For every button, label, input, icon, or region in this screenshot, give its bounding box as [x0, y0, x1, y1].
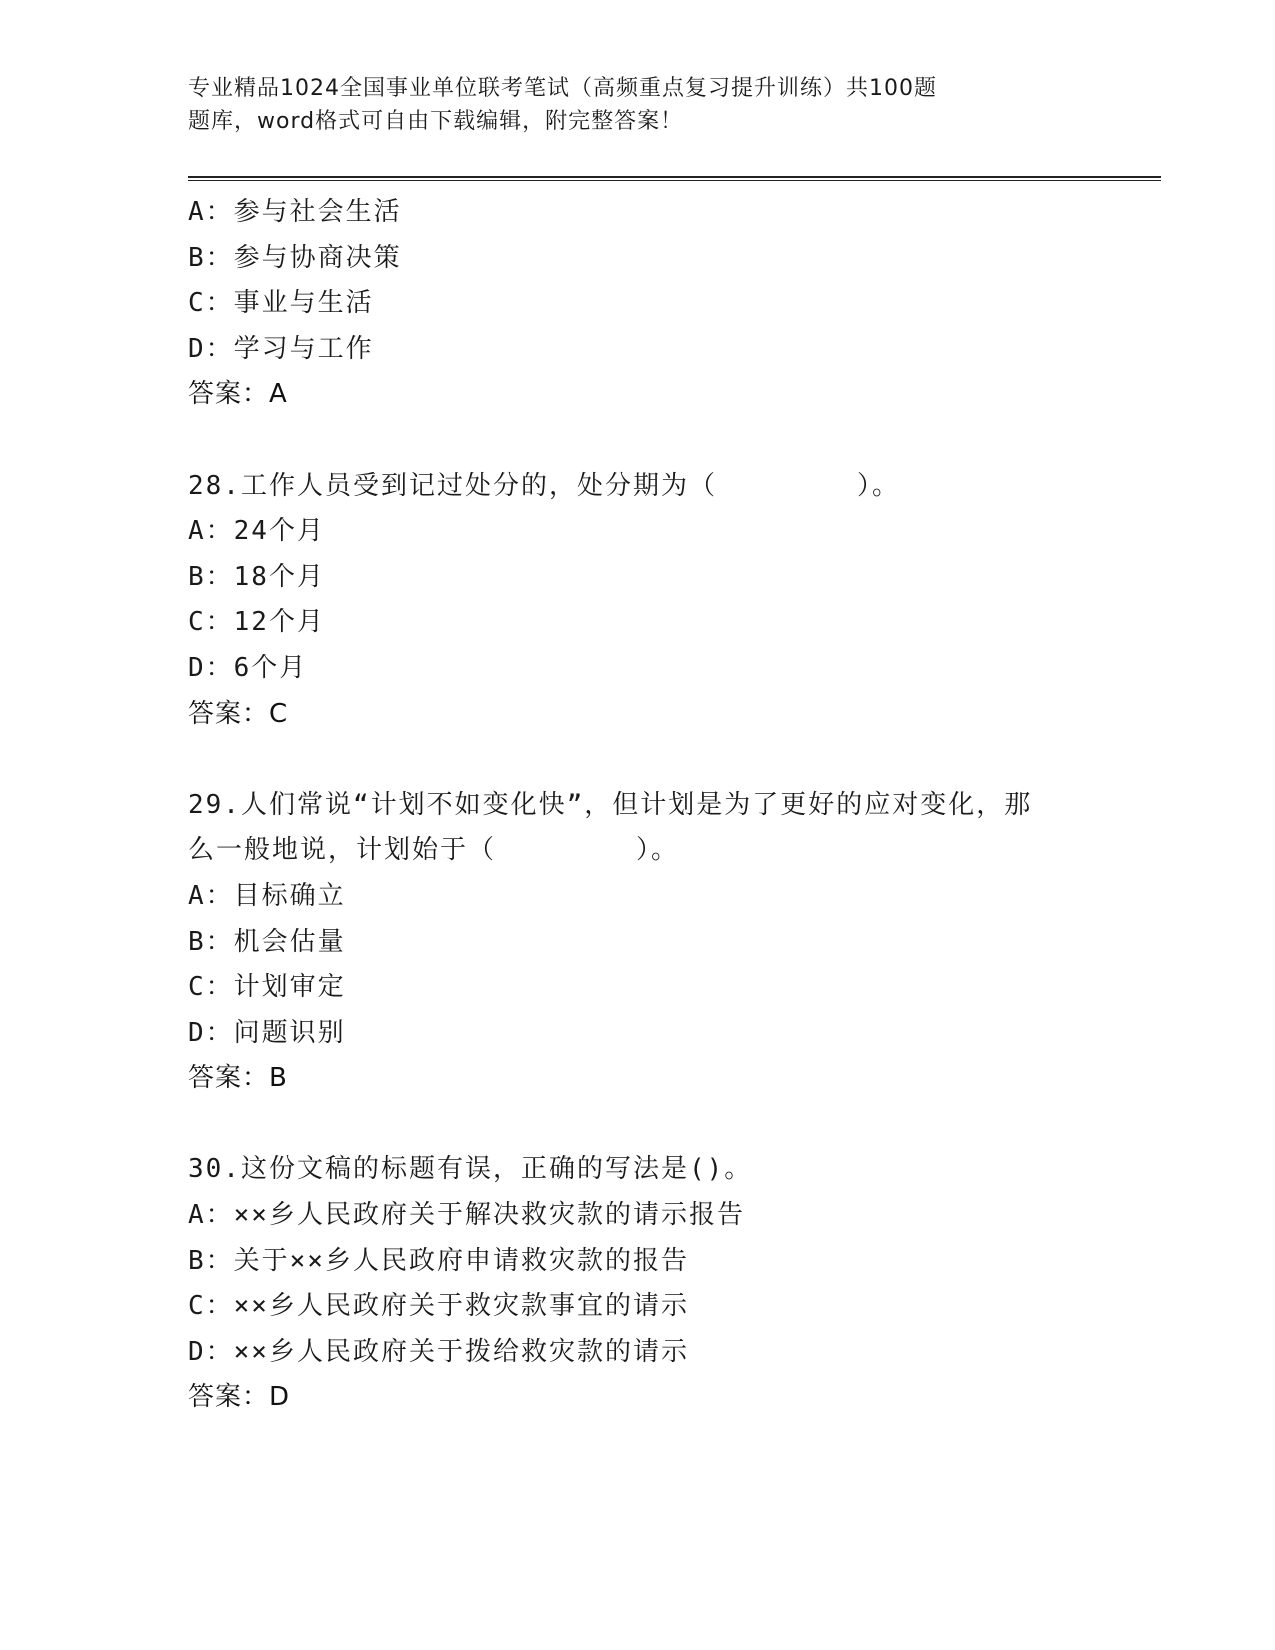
question-list — [188, 190, 1088, 1421]
option-c: C：计划审定 — [188, 972, 346, 1003]
document-header — [188, 72, 1048, 138]
option-d: D：××乡人民政府关于拨给救灾款的请示 — [188, 1336, 689, 1367]
question-stem: 30.这份文稿的标题有误，正确的写法是()。 — [188, 1154, 753, 1185]
option-b: B：关于××乡人民政府申请救灾款的报告 — [188, 1245, 689, 1276]
option-c: C：事业与生活 — [188, 288, 374, 319]
spacer — [188, 737, 1088, 783]
answer-line: 答案：B — [188, 1063, 288, 1094]
question-stem-line-1: 29.人们常说“计划不如变化快”，但计划是为了更好的应对变化，那 — [188, 789, 1033, 820]
question-29 — [188, 783, 1088, 1102]
option-b: B：机会估量 — [188, 926, 346, 957]
option-a: A：参与社会生活 — [188, 197, 402, 227]
answer-line: 答案：D — [188, 1382, 291, 1413]
question-stem: 28.工作人员受到记过处分的，处分期为（ ）。 — [188, 470, 900, 501]
option-b: B：18个月 — [188, 561, 325, 592]
option-d: D：6个月 — [188, 652, 308, 683]
option-c: C：12个月 — [188, 607, 325, 638]
question-28 — [188, 464, 1088, 738]
previous-question-tail — [188, 190, 1088, 418]
header-divider — [188, 176, 1161, 181]
question-30 — [188, 1147, 1088, 1421]
header-line-1: 专业精品1024全国事业单位联考笔试（高频重点复习提升训练）共100题 — [188, 76, 937, 101]
spacer — [188, 418, 1088, 464]
answer-line: 答案：A — [188, 379, 288, 410]
option-b: B：参与协商决策 — [188, 242, 402, 273]
option-a: A：目标确立 — [188, 880, 346, 911]
option-d: D：学习与工作 — [188, 333, 374, 364]
header-line-2: 题库，word格式可自由下载编辑，附完整答案！ — [188, 109, 684, 134]
option-d: D：问题识别 — [188, 1017, 346, 1048]
option-c: C：××乡人民政府关于救灾款事宜的请示 — [188, 1291, 689, 1322]
question-stem-line-2: 么一般地说，计划始于（ ）。 — [188, 835, 680, 866]
option-a: A：××乡人民政府关于解决救灾款的请示报告 — [188, 1200, 745, 1231]
spacer — [188, 1102, 1088, 1148]
option-a: A：24个月 — [188, 516, 325, 547]
answer-line: 答案：C — [188, 698, 289, 729]
